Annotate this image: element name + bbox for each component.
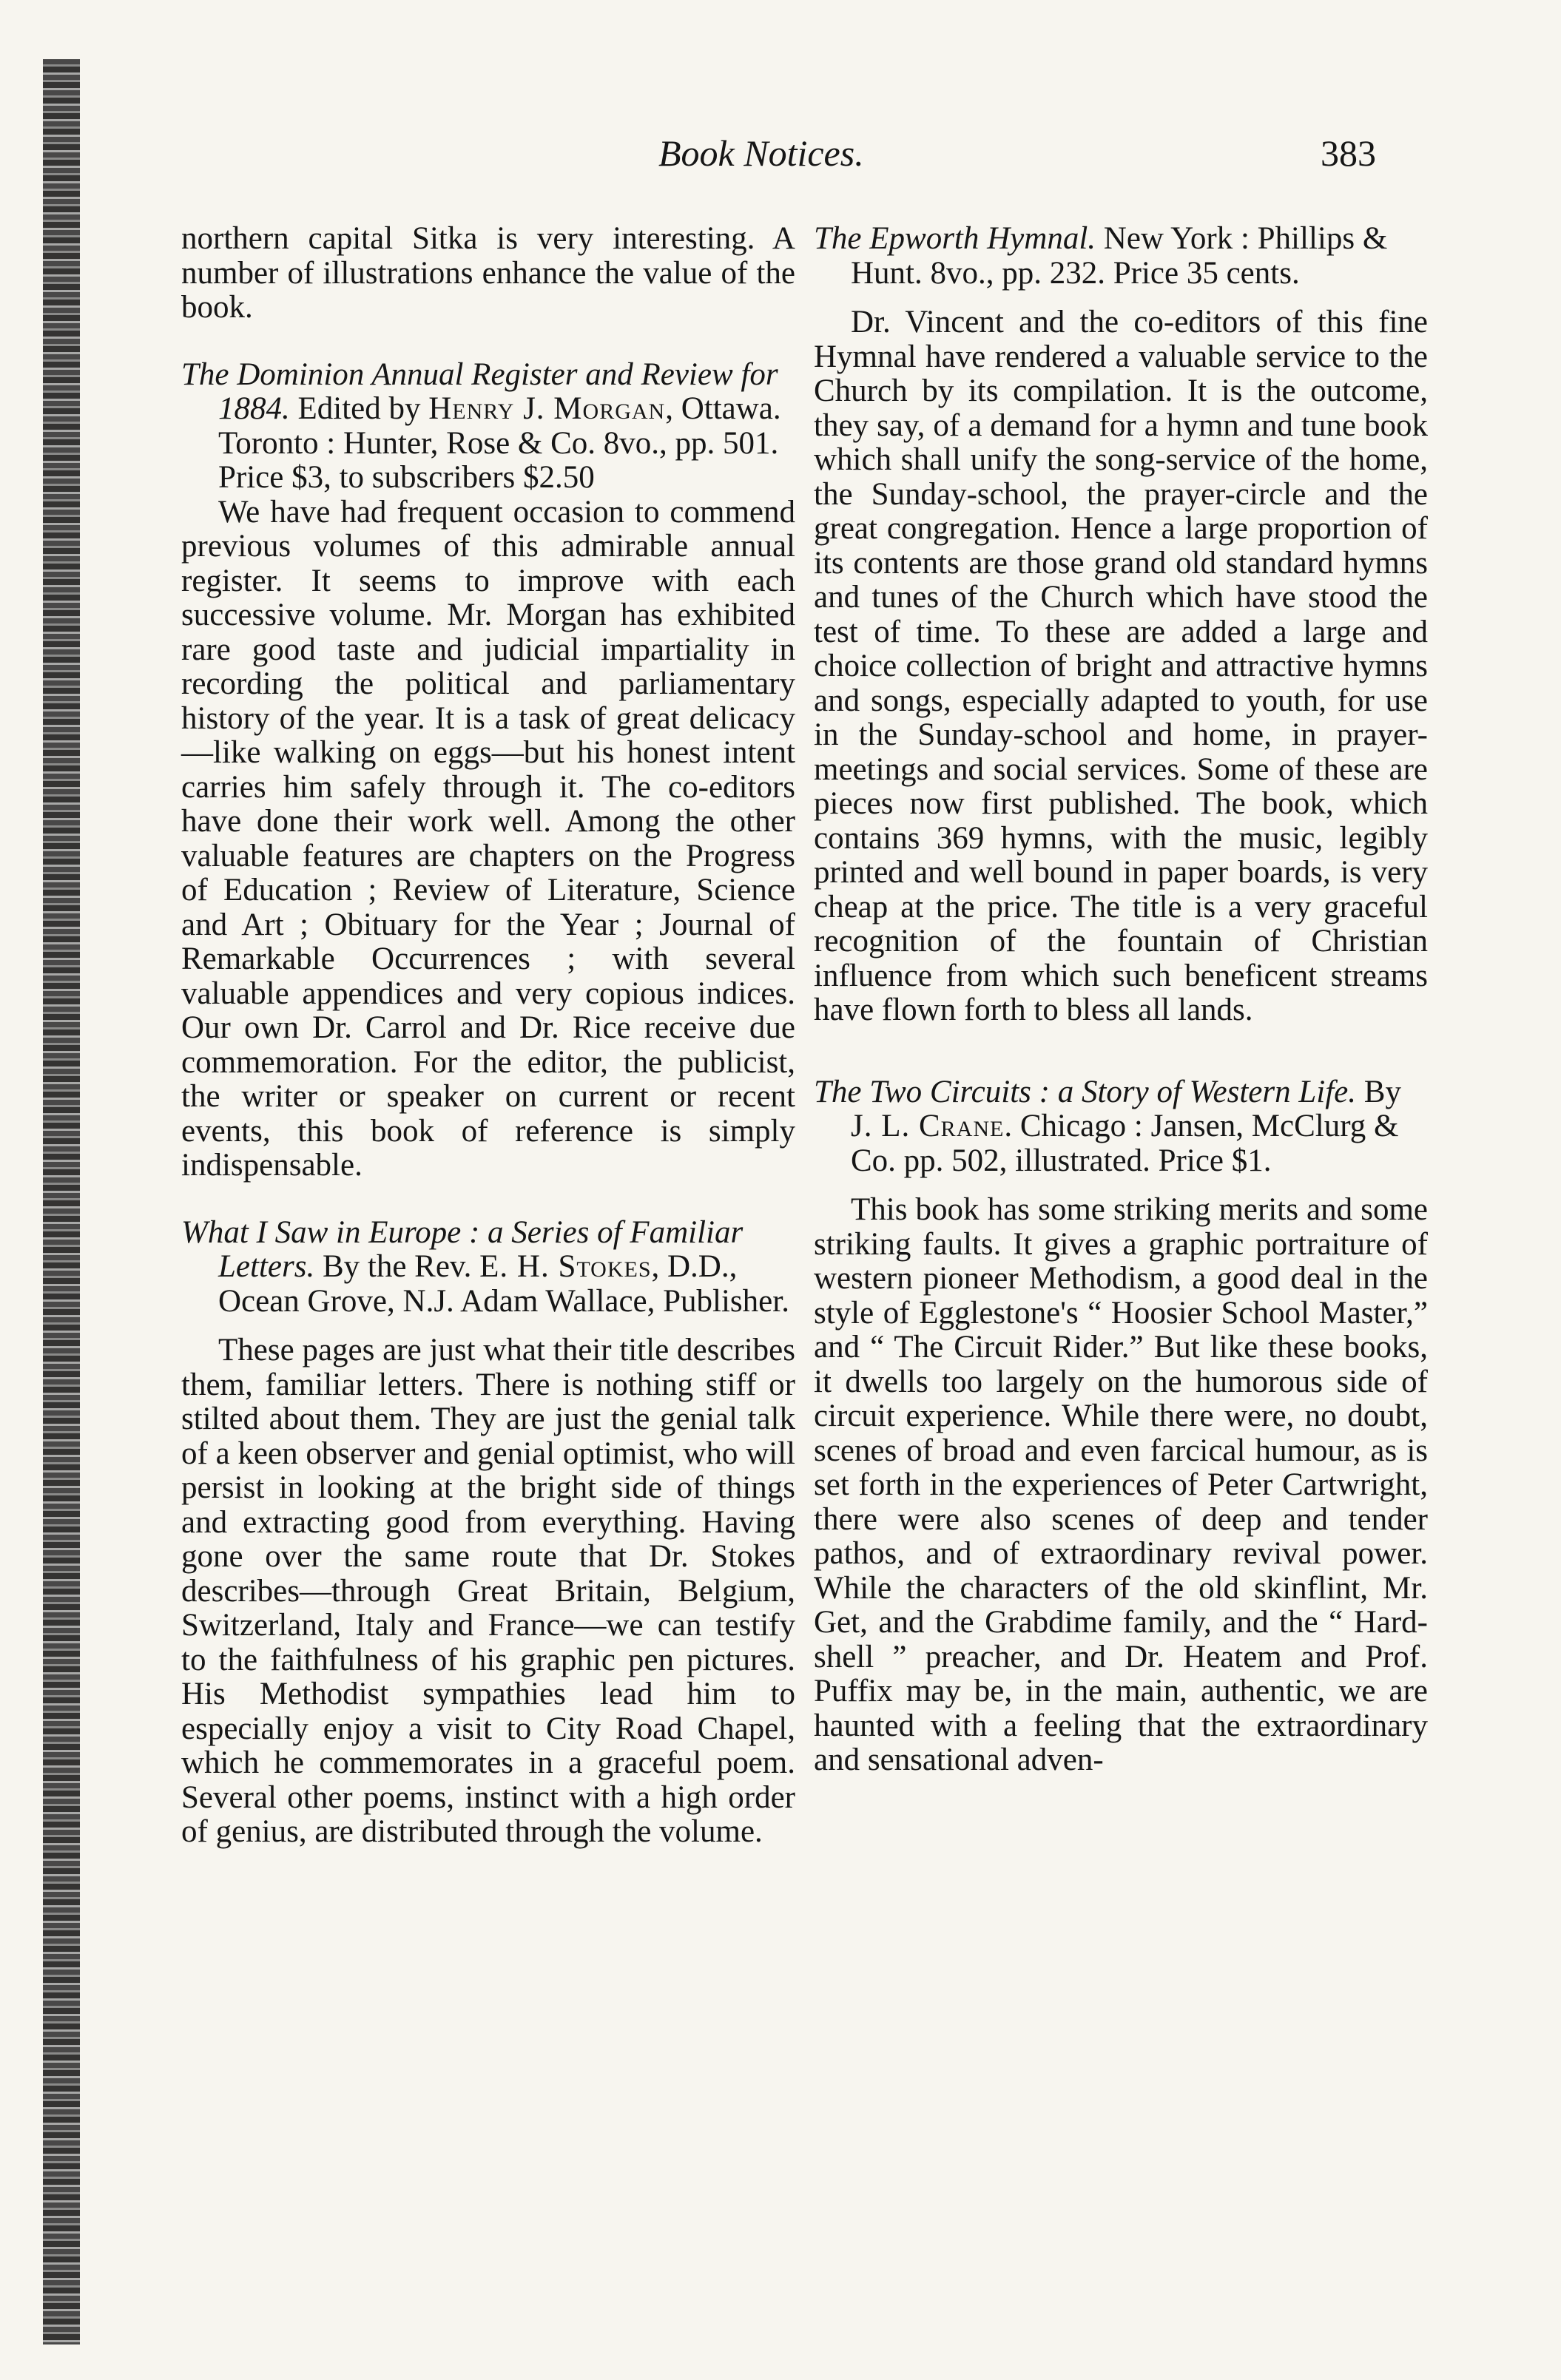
notice-heading — [814, 1075, 1428, 1179]
book-title: The Two Circuits : a Story of Western Life. — [814, 1074, 1357, 1109]
author-name: E. H. Stokes — [479, 1249, 652, 1284]
author-name: J. L. Crane — [851, 1109, 1005, 1143]
review-body: These pages are just what their title describes them, familiar letters. There is nothing stiff or stilted about them. They are just the genial talk of a keen observer and genial optimist, who will persist in looking at the bright side of things and extracting good from everything. Having gone over the same route that Dr. Stokes describes—through Great Britain, Belgium, Switzerland, Italy and France—we can testify to the faithfulness of his graphic pen pictures. His Methodist sympathies lead him to especially enjoy a visit to City Road Chapel, which he commemorates in a graceful poem. Several other poems, instinct with a high order of genius, are distributed through the volume. — [181, 1333, 795, 1849]
notice-epworth-hymnal — [814, 222, 1428, 1028]
book-title: What I Saw in Europe : a Series of Familiar Letters. — [181, 1214, 744, 1284]
book-title: The Dominion Annual Register and Review for 1884. — [181, 356, 778, 426]
review-body: Dr. Vincent and the co-editors of this fine Hymnal have rendered a valuable service to the Church by its compilation. It is the outcome, they say, of a demand for a hymn and tune book which shall unify the song-service of the home, the Sunday-school, the prayer-circle and the great congregation. Hence a large proportion of its contents are those grand old standard hymns and tunes of the Church which have stood the test of time. To these are added a large and choice collection of bright and attractive hymns and songs, especially adapted to youth, for use in the Sunday-school and home, in prayer-meetings and social services. Some of these are pieces now first published. The book, which contains 369 hymns, with the music, legibly printed and well bound in paper boards, is very cheap at the price. The title is a very graceful recognition of the fountain of Christian influence from which such beneficent streams have flown forth to bless all lands. — [814, 305, 1428, 1027]
left-column — [181, 222, 795, 1850]
notice-heading — [181, 1216, 795, 1319]
publication-details: , Ottawa. Toronto : Hunter, Rose & Co. 8vo., pp. 501. Price $3, to subscribers $2.50 — [218, 391, 781, 495]
page-number: 383 — [1321, 132, 1376, 174]
notice-heading — [814, 222, 1428, 291]
running-head: Book Notices. — [658, 132, 864, 174]
publication-details: . Chicago : Jansen, McClurg & Co. pp. 502, illustrated. Price $1. — [851, 1109, 1399, 1178]
right-column — [814, 222, 1428, 1778]
notice-what-i-saw — [181, 1216, 795, 1850]
publication-details: New York : Phillips & Hunt. 8vo., pp. 232. Price 35 cents. — [851, 221, 1388, 291]
by-text: By — [1356, 1074, 1401, 1109]
review-body: This book has some striking merits and some striking faults. It gives a graphic portraiture of western pioneer Methodism, a good deal in the style of Egglestone's “ Hoosier School Master,” and “ The Circuit Rider.” But like these books, it dwells too largely on the humorous side of circuit experience. While there were, no doubt, scenes of broad and even farcical humour, as is set forth in the experiences of Peter Cartwright, there were also scenes of deep and tender pathos, and of extraordinary revival power. While the characters of the old skinflint, Mr. Get, and the Grabdime family, and the “ Hard-shell ” preacher, and Dr. Heatem and Prof. Puffix may be, in the main, authentic, we are haunted with a feeling that the extraordinary and sensational adven- — [814, 1192, 1428, 1777]
notice-dominion-register — [181, 358, 795, 1183]
review-body: We have had frequent occasion to commend previous volumes of this admirable annual register. It seems to improve with each successive volume. Mr. Morgan has exhibited rare good taste and judicial impartiality in recording the political and parliamentary history of the year. It is a task of great delicacy—like walking on eggs—but his honest intent carries him safely through it. The co-editors have done their work well. Among the other valuable features are chapters on the Progress of Education ; Review of Literature, Science and Art ; Obituary for the Year ; Journal of Remarkable Occurrences ; with several valuable appendices and very copious indices. Our own Dr. Carrol and Dr. Rice receive due commemoration. For the editor, the publicist, the writer or speaker on current or recent events, this book of reference is simply indispensable. — [181, 494, 795, 1183]
notice-two-circuits — [814, 1075, 1428, 1778]
editor-name: Henry J. Morgan — [428, 391, 666, 426]
notice-heading — [181, 358, 795, 496]
page-header — [0, 132, 1561, 191]
by-text: By the Rev. — [314, 1249, 480, 1284]
page-binding-edge — [43, 59, 80, 2344]
continuation-entry — [181, 222, 795, 325]
edited-by-text: Edited by — [289, 391, 429, 426]
book-title: The Epworth Hymnal. — [814, 221, 1096, 256]
continuation-text: northern capital Sitka is very interesting. A number of illustrations enhance the value of the book. — [181, 221, 795, 325]
publication-details: , D.D., Ocean Grove, N.J. Adam Wallace, Publisher. — [218, 1249, 789, 1319]
